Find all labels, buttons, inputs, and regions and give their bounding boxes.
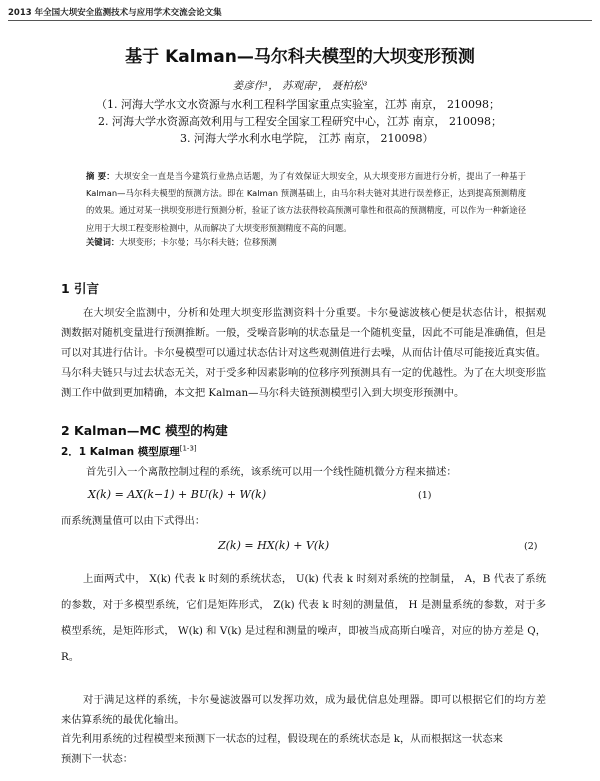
citation-ref: [1-3] bbox=[179, 444, 197, 453]
intro-line: 首先引入一个离散控制过程的系统，该系统可以用一个线性随机微分方程来描述： bbox=[86, 466, 457, 478]
header-divider bbox=[8, 20, 592, 21]
section-2-1-title: 2．1 Kalman 模型原理 bbox=[61, 446, 180, 458]
closing-line-2: 预测下一状态： bbox=[61, 753, 134, 765]
equation-2: Z(k) = HX(k) + V(k) bbox=[218, 539, 330, 552]
equation-1-number: (1) bbox=[418, 490, 432, 501]
filter-paragraph: 对于满足这样的系统，卡尔曼滤波器可以发挥功效，成为最优信息处理器。即可以根据它们的均方差来估算系统的最优化输出。 bbox=[61, 694, 546, 726]
affiliation-3: 3. 河海大学水利水电学院， 江苏 南京， 210098） bbox=[180, 132, 434, 145]
abstract-text: 大坝安全一直是当今建筑行业热点话题，为了有效保证大坝安全，从大坝变形方面进行分析，提出了一种基于 Kalman—马尔科夫模型的预测方法。即在 Kalman 预测基础上，由马尔科夫链对其进行误差修正，达到提高预测精度的效果。通过对某一拱坝变形进行预测分析，验证了该方法获得较高预测可靠性和很高的预测精度，可以作为一种新途径应用于大坝工程变形检测中，从而解决了大坝变形预测精度不高的问题。 bbox=[86, 171, 526, 233]
measurement-line: 而系统测量值可以由下式得出： bbox=[61, 515, 206, 527]
author-list: 姜彦作¹， 苏观南²， 聂柏松³ bbox=[232, 80, 368, 92]
affiliation-1: （1. 河海大学水文水资源与水利工程科学国家重点实验室，江苏 南京， 210098； bbox=[96, 98, 500, 111]
keywords-label: 关键词： bbox=[86, 237, 120, 247]
closing-line-1: 首先利用系统的过程模型来预测下一状态的过程，假设现在的系统状态是 k，从而根据这一状态来 bbox=[61, 733, 503, 745]
section-2-1-heading bbox=[61, 444, 197, 459]
section-2-heading: 2 Kalman—MC 模型的构建 bbox=[61, 423, 228, 438]
keywords-text: 大坝变形；卡尔曼；马尔科夫链；位移预测 bbox=[119, 237, 277, 247]
abstract bbox=[86, 168, 526, 237]
section-1-heading: 1 引言 bbox=[61, 281, 100, 296]
equation-1: X(k) = AX(k−1) + BU(k) + W(k) bbox=[88, 488, 267, 501]
keywords bbox=[86, 236, 526, 248]
equation-2-number: (2) bbox=[524, 541, 538, 552]
running-header: 2013 年全国大坝安全监测技术与应用学术交流会论文集 bbox=[8, 8, 222, 18]
paper-title: 基于 Kalman—马尔科夫模型的大坝变形预测 bbox=[125, 47, 475, 67]
explanation-paragraph: 上面两式中， X(k) 代表 k 时刻的系统状态， U(k) 代表 k 时刻对系统的控制量， A，B 代表了系统的参数，对于多模型系统，它们是矩阵形式， Z(k) 代表 k 时刻的测量值， H 是测量系统的参数，对于多模型系统，是矩阵形式， W(k) 和 V(k) 是过程和测量的噪声，即被当成高斯白噪音，对应的协方差是 Q，R。 bbox=[61, 573, 546, 663]
section-1-paragraph: 在大坝安全监测中，分析和处理大坝变形监测资料十分重要。卡尔曼滤波核心便是状态估计，根据观测数据对随机变量进行预测推断。一般，受噪音影响的状态量是一个随机变量，因此不可能是准确值，但是可以对其进行估计。卡尔曼模型可以通过状态估计对这些观测值进行去噪，从而估计值尽可能接近真实值。马尔科夫链只与过去状态无关，对于受多种因素影响的位移序列预测具有一定的优越性。为了在大坝变形监测工作中做到更加精确，本文把 Kalman—马尔科夫链预测模型引入到大坝变形预测中。 bbox=[61, 307, 546, 399]
affiliation-2: 2. 河海大学水资源高效利用与工程安全国家工程研究中心，江苏 南京， 210098； bbox=[98, 115, 502, 128]
abstract-label: 摘 要： bbox=[86, 171, 115, 181]
